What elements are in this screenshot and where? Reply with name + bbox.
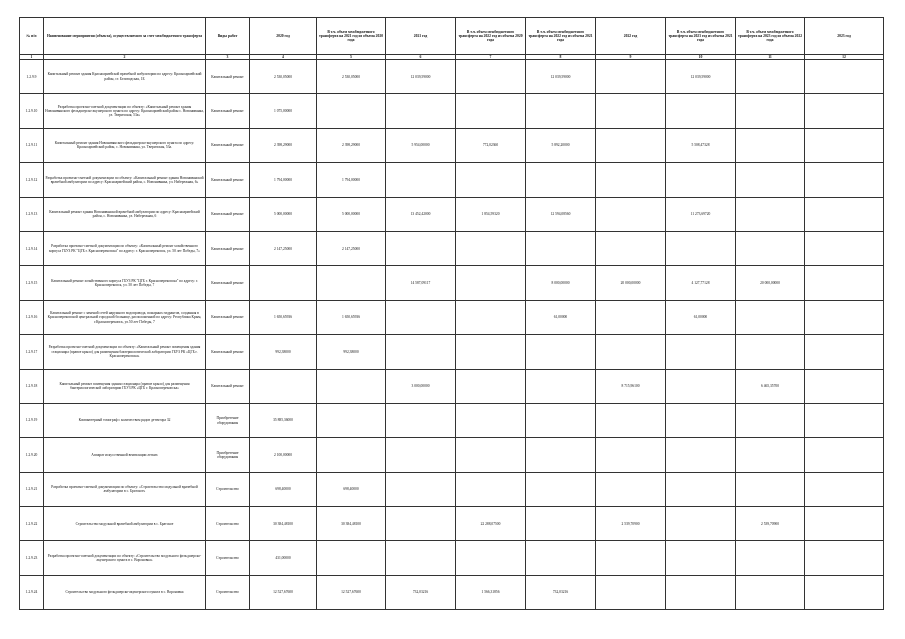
- amount-2022-cell: [596, 472, 666, 506]
- amount-2021-cell: [386, 507, 456, 541]
- amount-2022-cell: 2 539,70900: [596, 507, 666, 541]
- amount-2020-cell: [250, 369, 317, 403]
- transfer-2022-from-2021-cell: [526, 94, 596, 128]
- table-row: [20, 163, 884, 197]
- event-name-cell: Капитальный ремонт хозяйственного корпуса ГБУЗ РК "ЦГБ г. Красноперекопска" по адресу: г. Красноперекопск, ул. 50 лет Победы, 7: [44, 266, 206, 300]
- transfer-2021-from-2020-cell: 30 384,48100: [317, 507, 386, 541]
- amount-2023-cell: [805, 369, 884, 403]
- amount-2022-cell: [596, 403, 666, 437]
- header-cell: В т.ч. объем межбюджетного трансферта на 2023 год из объема 2022 года: [736, 18, 805, 55]
- column-number: 10: [666, 55, 736, 60]
- row-number-cell: 1.2.9.14: [20, 231, 44, 265]
- work-type-cell: Капитальный ремонт: [206, 60, 250, 94]
- amount-2021-cell: [386, 300, 456, 334]
- transfer-2023-from-2022-cell: [736, 128, 805, 162]
- amount-2021-cell: [386, 94, 456, 128]
- transfer-2022-from-2020-cell: 1 854,59320: [456, 197, 526, 231]
- amount-2022-cell: [596, 575, 666, 609]
- amount-2021-cell: [386, 403, 456, 437]
- transfer-2021-from-2020-cell: 12 527,67600: [317, 575, 386, 609]
- amount-2020-cell: 431,00000: [250, 541, 317, 575]
- amount-2020-cell: 12 527,67600: [250, 575, 317, 609]
- transfer-2023-from-2022-cell: [736, 438, 805, 472]
- transfer-2023-from-2022-cell: 2 539,70900: [736, 507, 805, 541]
- header-cell: Наименование мероприятия (объекта), осуществляемого за счет межбюджетного трансферта: [44, 18, 206, 55]
- amount-2020-cell: 2 398,29000: [250, 128, 317, 162]
- transfer-2022-from-2021-cell: 8 000,00000: [526, 266, 596, 300]
- transfer-2022-from-2020-cell: [456, 438, 526, 472]
- amount-2023-cell: [805, 575, 884, 609]
- transfer-2022-from-2021-cell: 61,00000: [526, 300, 596, 334]
- column-number: 3: [206, 55, 250, 60]
- row-number-cell: 1.2.9.9: [20, 60, 44, 94]
- table-row: [20, 507, 884, 541]
- amount-2022-cell: [596, 335, 666, 369]
- transfer-2022-from-2021-cell: 12 594,08560: [526, 197, 596, 231]
- table-row: [20, 369, 884, 403]
- row-number-cell: 1.2.9.21: [20, 472, 44, 506]
- transfer-2023-from-2022-cell: [736, 300, 805, 334]
- amount-2020-cell: 2 530,05000: [250, 60, 317, 94]
- work-type-cell: Капитальный ремонт: [206, 197, 250, 231]
- transfer-2022-from-2020-cell: [456, 94, 526, 128]
- amount-2023-cell: [805, 60, 884, 94]
- transfer-2022-from-2021-cell: 5 892,20000: [526, 128, 596, 162]
- transfer-2022-from-2020-cell: [456, 472, 526, 506]
- row-number-cell: 1.2.9.16: [20, 300, 44, 334]
- transfer-2022-from-2020-cell: 1 566,31856: [456, 575, 526, 609]
- amount-2020-cell: [250, 266, 317, 300]
- transfer-2023-from-2021-cell: [666, 575, 736, 609]
- column-number: 6: [386, 55, 456, 60]
- amount-2023-cell: [805, 335, 884, 369]
- amount-2023-cell: [805, 163, 884, 197]
- header-cell: 2020 год: [250, 18, 317, 55]
- transfer-2023-from-2022-cell: [736, 403, 805, 437]
- work-type-cell: Капитальный ремонт: [206, 163, 250, 197]
- transfer-2022-from-2021-cell: 732,03216: [526, 575, 596, 609]
- transfer-2023-from-2021-cell: 5 508,47328: [666, 128, 736, 162]
- transfer-2022-from-2020-cell: [456, 403, 526, 437]
- amount-2022-cell: [596, 163, 666, 197]
- transfer-2021-from-2020-cell: 2 530,05000: [317, 60, 386, 94]
- amount-2023-cell: [805, 128, 884, 162]
- transfer-2023-from-2021-cell: [666, 231, 736, 265]
- amount-2023-cell: [805, 403, 884, 437]
- transfer-2023-from-2021-cell: 12 039,59000: [666, 60, 736, 94]
- event-name-cell: Строительство модульного фельдшерско-акушерского пункта в с. Вороновка: [44, 575, 206, 609]
- table-row: [20, 403, 884, 437]
- event-name-cell: Капитальный ремонт помещения здания стационара (правое крыло) для размещения бактериологической лаборатории ГБУЗ РК «ЦГБ г. Красноперекопска»: [44, 369, 206, 403]
- transfer-2023-from-2021-cell: [666, 541, 736, 575]
- event-name-cell: Разработка проектно-сметной документации по объекту: «Капитальный ремонт помещения здания стационара (правое крыло) для размещения бактериологической лаборатории ГБУЗ РК «ЦГБ г. Красноперекопска»: [44, 335, 206, 369]
- amount-2021-cell: 13 452,42000: [386, 197, 456, 231]
- event-name-cell: Разработка проектно-сметной документации по объекту: «Строительство модульной врачебной амбулатории в с. Братское»: [44, 472, 206, 506]
- amount-2023-cell: [805, 541, 884, 575]
- row-number-cell: 1.2.9.18: [20, 369, 44, 403]
- transfer-2023-from-2021-cell: [666, 335, 736, 369]
- amount-2022-cell: [596, 60, 666, 94]
- header-cell: Виды работ: [206, 18, 250, 55]
- header-cell: № п/п: [20, 18, 44, 55]
- transfer-2022-from-2020-cell: [456, 163, 526, 197]
- header-cell: В т.ч. объем межбюджетного трансферта на 2022 год из объема 2021 года: [526, 18, 596, 55]
- transfer-2022-from-2020-cell: [456, 335, 526, 369]
- amount-2021-cell: [386, 472, 456, 506]
- event-name-cell: Капитальный ремонт здания Красноармейской врачебной амбулатории по адресу: Красноармейский район, ст. Беловодская, 1Б: [44, 60, 206, 94]
- row-number-cell: 1.2.9.24: [20, 575, 44, 609]
- transfer-2022-from-2020-cell: [456, 60, 526, 94]
- transfer-2021-from-2020-cell: [317, 94, 386, 128]
- transfer-2023-from-2022-cell: [736, 231, 805, 265]
- transfer-2022-from-2020-cell: [456, 231, 526, 265]
- amount-2022-cell: [596, 94, 666, 128]
- row-number-cell: 1.2.9.12: [20, 163, 44, 197]
- transfer-2023-from-2021-cell: [666, 403, 736, 437]
- transfer-2022-from-2020-cell: 772,02360: [456, 128, 526, 162]
- transfer-2023-from-2022-cell: [736, 472, 805, 506]
- transfer-2023-from-2022-cell: [736, 94, 805, 128]
- amount-2020-cell: 5 000,00000: [250, 197, 317, 231]
- amount-2021-cell: 14 587,09117: [386, 266, 456, 300]
- transfer-2022-from-2020-cell: [456, 300, 526, 334]
- amount-2021-cell: 12 039,59000: [386, 60, 456, 94]
- transfer-2023-from-2021-cell: 11 273,69720: [666, 197, 736, 231]
- transfer-2022-from-2021-cell: [526, 335, 596, 369]
- transfer-2023-from-2022-cell: [736, 335, 805, 369]
- table-row: [20, 541, 884, 575]
- transfer-2022-from-2021-cell: 12 039,59000: [526, 60, 596, 94]
- table-row: [20, 300, 884, 334]
- table-body: [20, 60, 884, 610]
- event-name-cell: Компьютерный томограф с количеством рядов детектора 32: [44, 403, 206, 437]
- transfer-2021-from-2020-cell: 992,38000: [317, 335, 386, 369]
- event-name-cell: Капитальный ремонт здания Новонивянской врачебной амбулатории по адресу: Красноармейский район, с. Новонивянка, ул. Набережная, 6: [44, 197, 206, 231]
- amount-2021-cell: [386, 335, 456, 369]
- transfer-2023-from-2021-cell: [666, 472, 736, 506]
- document-page: [19, 17, 884, 610]
- event-name-cell: Разработка проектно-сметной документации по объекту: «Капитальный ремонт здания Новонивянского фельдшерско-акушерского пункта по адресу: Красноармейский район с. Новонивянка, ул. Тверичская, 53а»: [44, 94, 206, 128]
- amount-2022-cell: [596, 438, 666, 472]
- amount-2021-cell: [386, 541, 456, 575]
- transfer-2022-from-2021-cell: [526, 163, 596, 197]
- row-number-cell: 1.2.9.13: [20, 197, 44, 231]
- transfer-2021-from-2020-cell: 1 794,00000: [317, 163, 386, 197]
- transfer-2021-from-2020-cell: 698,40000: [317, 472, 386, 506]
- transfer-2022-from-2020-cell: [456, 541, 526, 575]
- amount-2023-cell: [805, 266, 884, 300]
- table-row: [20, 472, 884, 506]
- header-row: [20, 18, 884, 55]
- work-type-cell: Капитальный ремонт: [206, 94, 250, 128]
- table-row: [20, 60, 884, 94]
- amount-2022-cell: 8 715,96100: [596, 369, 666, 403]
- amount-2021-cell: [386, 163, 456, 197]
- event-name-cell: Разработка проектно-сметной документации по объекту: «Строительство модульного фельдшерско-акушерского пункта в с. Вороновка»: [44, 541, 206, 575]
- amount-2020-cell: 2 100,00000: [250, 438, 317, 472]
- header-cell: В т.ч. объем межбюджетного трансферта на 2022 год из объема 2020 года: [456, 18, 526, 55]
- amount-2022-cell: [596, 197, 666, 231]
- column-number: 9: [596, 55, 666, 60]
- row-number-cell: 1.2.9.22: [20, 507, 44, 541]
- transfer-2021-from-2020-cell: 2 147,25000: [317, 231, 386, 265]
- work-type-cell: Приобретение оборудования: [206, 403, 250, 437]
- row-number-cell: 1.2.9.10: [20, 94, 44, 128]
- amount-2023-cell: [805, 300, 884, 334]
- row-number-cell: 1.2.9.15: [20, 266, 44, 300]
- work-type-cell: Строительство: [206, 575, 250, 609]
- amount-2021-cell: [386, 438, 456, 472]
- transfer-2022-from-2020-cell: [456, 369, 526, 403]
- transfer-table: [19, 17, 884, 610]
- amount-2023-cell: [805, 231, 884, 265]
- row-number-cell: 1.2.9.19: [20, 403, 44, 437]
- event-name-cell: Капитальный ремонт с заменой сетей наружного водопровода, пожарных гидрантов, созданная в Красноперекопской центральной городской больнице, расположенной по адресу: Республика Крым, г.Красноперекопск, ул.50 лет Победы, 7: [44, 300, 206, 334]
- amount-2021-cell: [386, 231, 456, 265]
- transfer-2023-from-2021-cell: [666, 163, 736, 197]
- amount-2022-cell: [596, 231, 666, 265]
- row-number-cell: 1.2.9.17: [20, 335, 44, 369]
- header-cell: В т.ч. объем межбюджетного трансферта на 2023 год из объема 2021 года: [666, 18, 736, 55]
- transfer-2022-from-2021-cell: [526, 472, 596, 506]
- transfer-2021-from-2020-cell: [317, 541, 386, 575]
- event-name-cell: Аппарат искусственной вентиляции легких: [44, 438, 206, 472]
- header-cell: В т.ч. объем межбюджетного трансферта на 2021 год из объема 2020 года: [317, 18, 386, 55]
- transfer-2021-from-2020-cell: [317, 369, 386, 403]
- transfer-2022-from-2021-cell: [526, 541, 596, 575]
- transfer-2022-from-2021-cell: [526, 231, 596, 265]
- amount-2022-cell: [596, 541, 666, 575]
- amount-2021-cell: 5 954,00000: [386, 128, 456, 162]
- amount-2023-cell: [805, 94, 884, 128]
- transfer-2022-from-2021-cell: [526, 507, 596, 541]
- table-row: [20, 231, 884, 265]
- column-number: 8: [526, 55, 596, 60]
- transfer-2022-from-2021-cell: [526, 438, 596, 472]
- column-number: 12: [805, 55, 884, 60]
- row-number-cell: 1.2.9.20: [20, 438, 44, 472]
- row-number-cell: 1.2.9.23: [20, 541, 44, 575]
- amount-2022-cell: [596, 128, 666, 162]
- column-number: 2: [44, 55, 206, 60]
- event-name-cell: Разработка проектно-сметной документации по объекту: «Капитальный ремонт хозяйственного корпуса ГБУЗ РК "ЦГБ г. Красноперекопска" по адресу: г. Красноперекопск, ул. 50 лет Победы, 7»: [44, 231, 206, 265]
- transfer-2022-from-2020-cell: 22 288,07500: [456, 507, 526, 541]
- table-row: [20, 128, 884, 162]
- work-type-cell: Строительство: [206, 541, 250, 575]
- transfer-2023-from-2022-cell: [736, 541, 805, 575]
- amount-2023-cell: [805, 507, 884, 541]
- column-number: 4: [250, 55, 317, 60]
- amount-2020-cell: 1 794,00000: [250, 163, 317, 197]
- table-row: [20, 266, 884, 300]
- transfer-2021-from-2020-cell: [317, 403, 386, 437]
- transfer-2022-from-2020-cell: [456, 266, 526, 300]
- transfer-2023-from-2022-cell: 20 000,00000: [736, 266, 805, 300]
- transfer-2023-from-2021-cell: 4 127,77128: [666, 266, 736, 300]
- work-type-cell: Строительство: [206, 507, 250, 541]
- work-type-cell: Строительство: [206, 472, 250, 506]
- table-row: [20, 197, 884, 231]
- row-number-cell: 1.2.9.11: [20, 128, 44, 162]
- work-type-cell: Капитальный ремонт: [206, 369, 250, 403]
- event-name-cell: Разработка проектно-сметной документации по объекту: «Капитальный ремонт здания Новонивянской врачебной амбулатории по адресу: Красноармейский район, с. Новонивянка, ул. Набережная, 6»: [44, 163, 206, 197]
- amount-2020-cell: 698,40000: [250, 472, 317, 506]
- transfer-2021-from-2020-cell: 2 398,29000: [317, 128, 386, 162]
- transfer-2021-from-2020-cell: 1 650,65936: [317, 300, 386, 334]
- amount-2020-cell: 35 885,36000: [250, 403, 317, 437]
- amount-2020-cell: 30 384,48100: [250, 507, 317, 541]
- transfer-2023-from-2022-cell: [736, 197, 805, 231]
- column-number: 1: [20, 55, 44, 60]
- amount-2020-cell: 1 075,00000: [250, 94, 317, 128]
- column-number: 11: [736, 55, 805, 60]
- header-cell: 2021 год: [386, 18, 456, 55]
- transfer-2022-from-2021-cell: [526, 403, 596, 437]
- transfer-2023-from-2022-cell: [736, 575, 805, 609]
- amount-2023-cell: [805, 438, 884, 472]
- table-row: [20, 335, 884, 369]
- transfer-2023-from-2021-cell: 61,00000: [666, 300, 736, 334]
- work-type-cell: Капитальный ремонт: [206, 231, 250, 265]
- amount-2023-cell: [805, 472, 884, 506]
- transfer-2023-from-2021-cell: [666, 438, 736, 472]
- transfer-2022-from-2021-cell: [526, 369, 596, 403]
- work-type-cell: Приобретение оборудования: [206, 438, 250, 472]
- transfer-2023-from-2021-cell: [666, 507, 736, 541]
- work-type-cell: Капитальный ремонт: [206, 300, 250, 334]
- transfer-2021-from-2020-cell: [317, 266, 386, 300]
- amount-2020-cell: 992,38000: [250, 335, 317, 369]
- amount-2022-cell: [596, 300, 666, 334]
- header-cell: 2022 год: [596, 18, 666, 55]
- transfer-2023-from-2022-cell: 6 465,35700: [736, 369, 805, 403]
- table-row: [20, 438, 884, 472]
- transfer-2023-from-2021-cell: [666, 94, 736, 128]
- transfer-2023-from-2022-cell: [736, 163, 805, 197]
- event-name-cell: Строительство модульной врачебной амбулатории в с. Братское: [44, 507, 206, 541]
- transfer-2023-from-2022-cell: [736, 60, 805, 94]
- column-number: 5: [317, 55, 386, 60]
- work-type-cell: Капитальный ремонт: [206, 266, 250, 300]
- amount-2023-cell: [805, 197, 884, 231]
- column-number: 7: [456, 55, 526, 60]
- amount-2022-cell: 20 000,00000: [596, 266, 666, 300]
- transfer-2023-from-2021-cell: [666, 369, 736, 403]
- header-cell: 2023 год: [805, 18, 884, 55]
- event-name-cell: Капитальный ремонт здания Новонивянского фельдшерско-акушерского пункта по адресу: Красноармейский район, с. Новонивянка, ул. Тверичская, 53а.: [44, 128, 206, 162]
- table-row: [20, 94, 884, 128]
- table-row: [20, 575, 884, 609]
- transfer-2021-from-2020-cell: 5 000,00000: [317, 197, 386, 231]
- amount-2020-cell: 2 147,25000: [250, 231, 317, 265]
- amount-2020-cell: 1 650,65936: [250, 300, 317, 334]
- amount-2021-cell: 732,03216: [386, 575, 456, 609]
- transfer-2021-from-2020-cell: [317, 438, 386, 472]
- amount-2021-cell: 3 000,00000: [386, 369, 456, 403]
- work-type-cell: Капитальный ремонт: [206, 335, 250, 369]
- work-type-cell: Капитальный ремонт: [206, 128, 250, 162]
